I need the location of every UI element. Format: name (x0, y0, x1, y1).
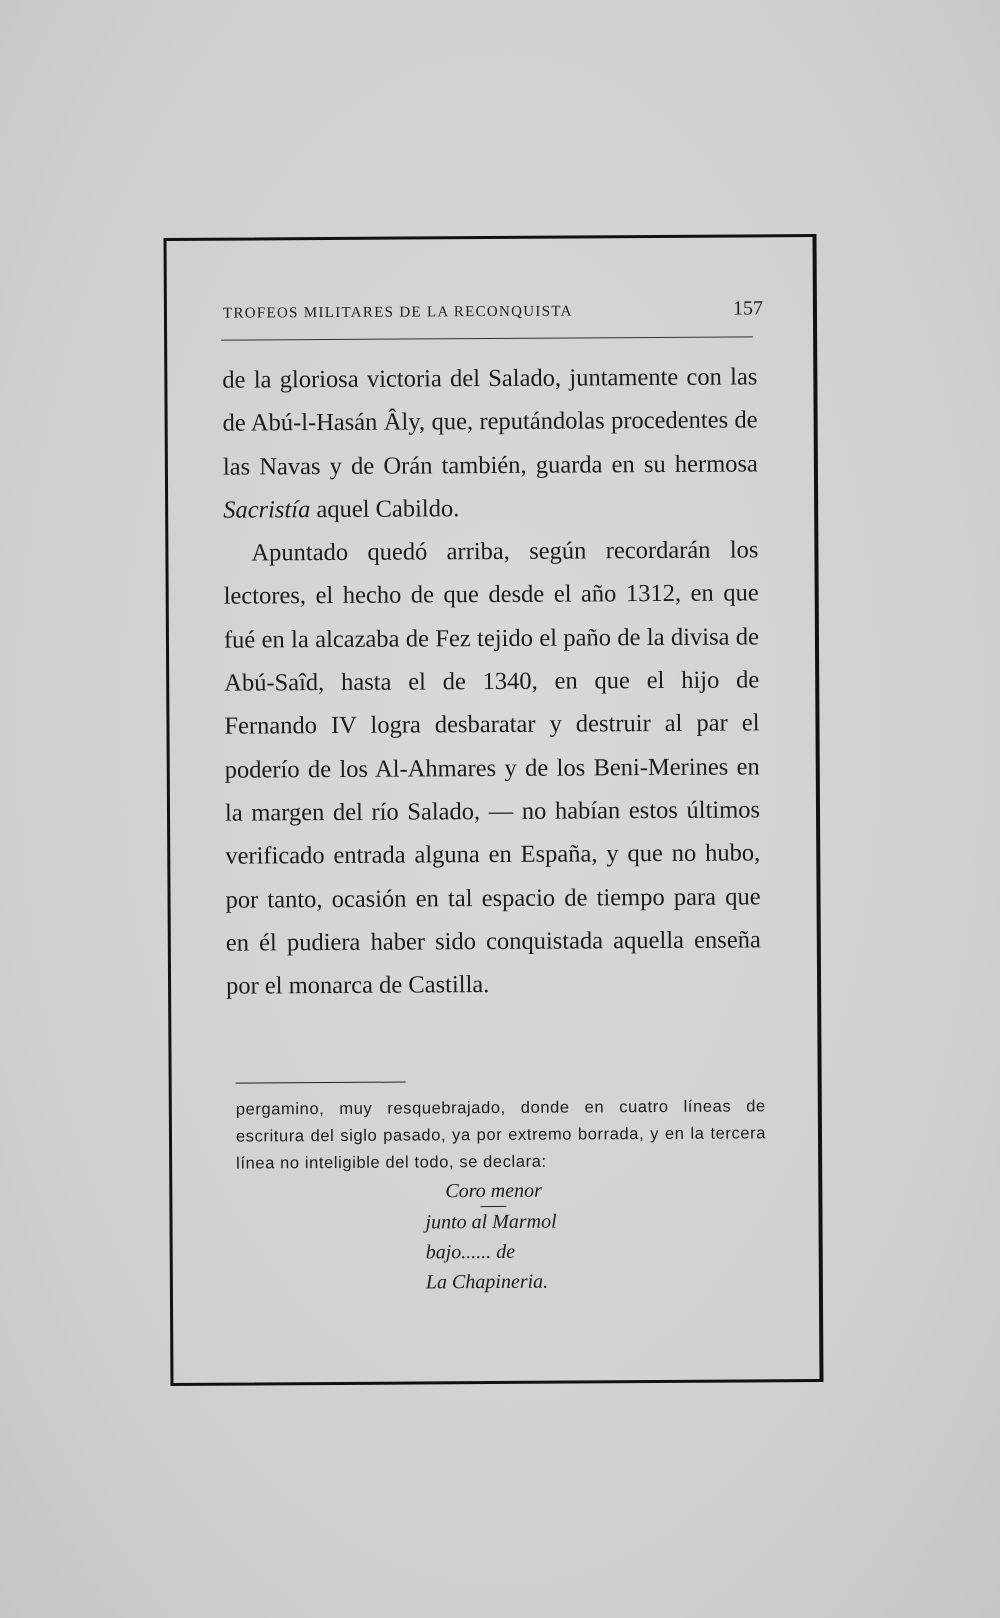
paragraph-1-italic-term: Sacristía (223, 496, 311, 524)
running-title: TROFEOS MILITARES DE LA RECONQUISTA (222, 303, 573, 322)
inscription-quote (425, 1175, 666, 1297)
inscription-line-2: junto al Marmol (425, 1210, 557, 1234)
inscription-line-4: La Chapineria. (425, 1270, 549, 1294)
inscription-line-1: Coro menor (445, 1179, 542, 1203)
paragraph-1-text-b: aquel Cabildo. (310, 495, 460, 524)
running-header (223, 297, 763, 323)
inscription-line-3: bajo...... de (425, 1240, 516, 1264)
paragraph-1-text-a: de la gloriosa victoria del Salado, juntamente con las de Abú-l-Hasán Âly, que, reputándolas procedentes de las Navas y de Orán también, guarda en su hermosa (222, 363, 758, 481)
paragraph-2: Apuntado quedó arriba, según recordarán los lectores, el hecho de que desde el año 1312, en que fué en la alcazaba de Fez tejido el paño de la divisa de Abú-Saîd, hasta el de 1340, en que el hijo de Fernando IV logra desbaratar y destruir al par el poderío de los Al-Ahmares y de los Beni-Merines en la margen del río Salado, — no habían estos últimos verificado entrada alguna en España, y que no hubo, por tanto, ocasión en tal espacio de tiempo para que en él pudiera haber sido conquistada aquella enseña por el monarca de Castilla. (223, 536, 761, 1000)
footnote-rule (236, 1082, 406, 1084)
page-number: 157 (732, 297, 764, 320)
footnote: pergamino, muy resquebrajado, donde en cuatro líneas de escritura del siglo pasado, ya por extremo borrada, y en la tercera línea no inteligible del todo, se declara: (235, 1097, 767, 1173)
page-frame (163, 234, 823, 1386)
paragraph-1 (222, 355, 758, 531)
header-rule (221, 336, 753, 340)
main-text (222, 355, 761, 1008)
